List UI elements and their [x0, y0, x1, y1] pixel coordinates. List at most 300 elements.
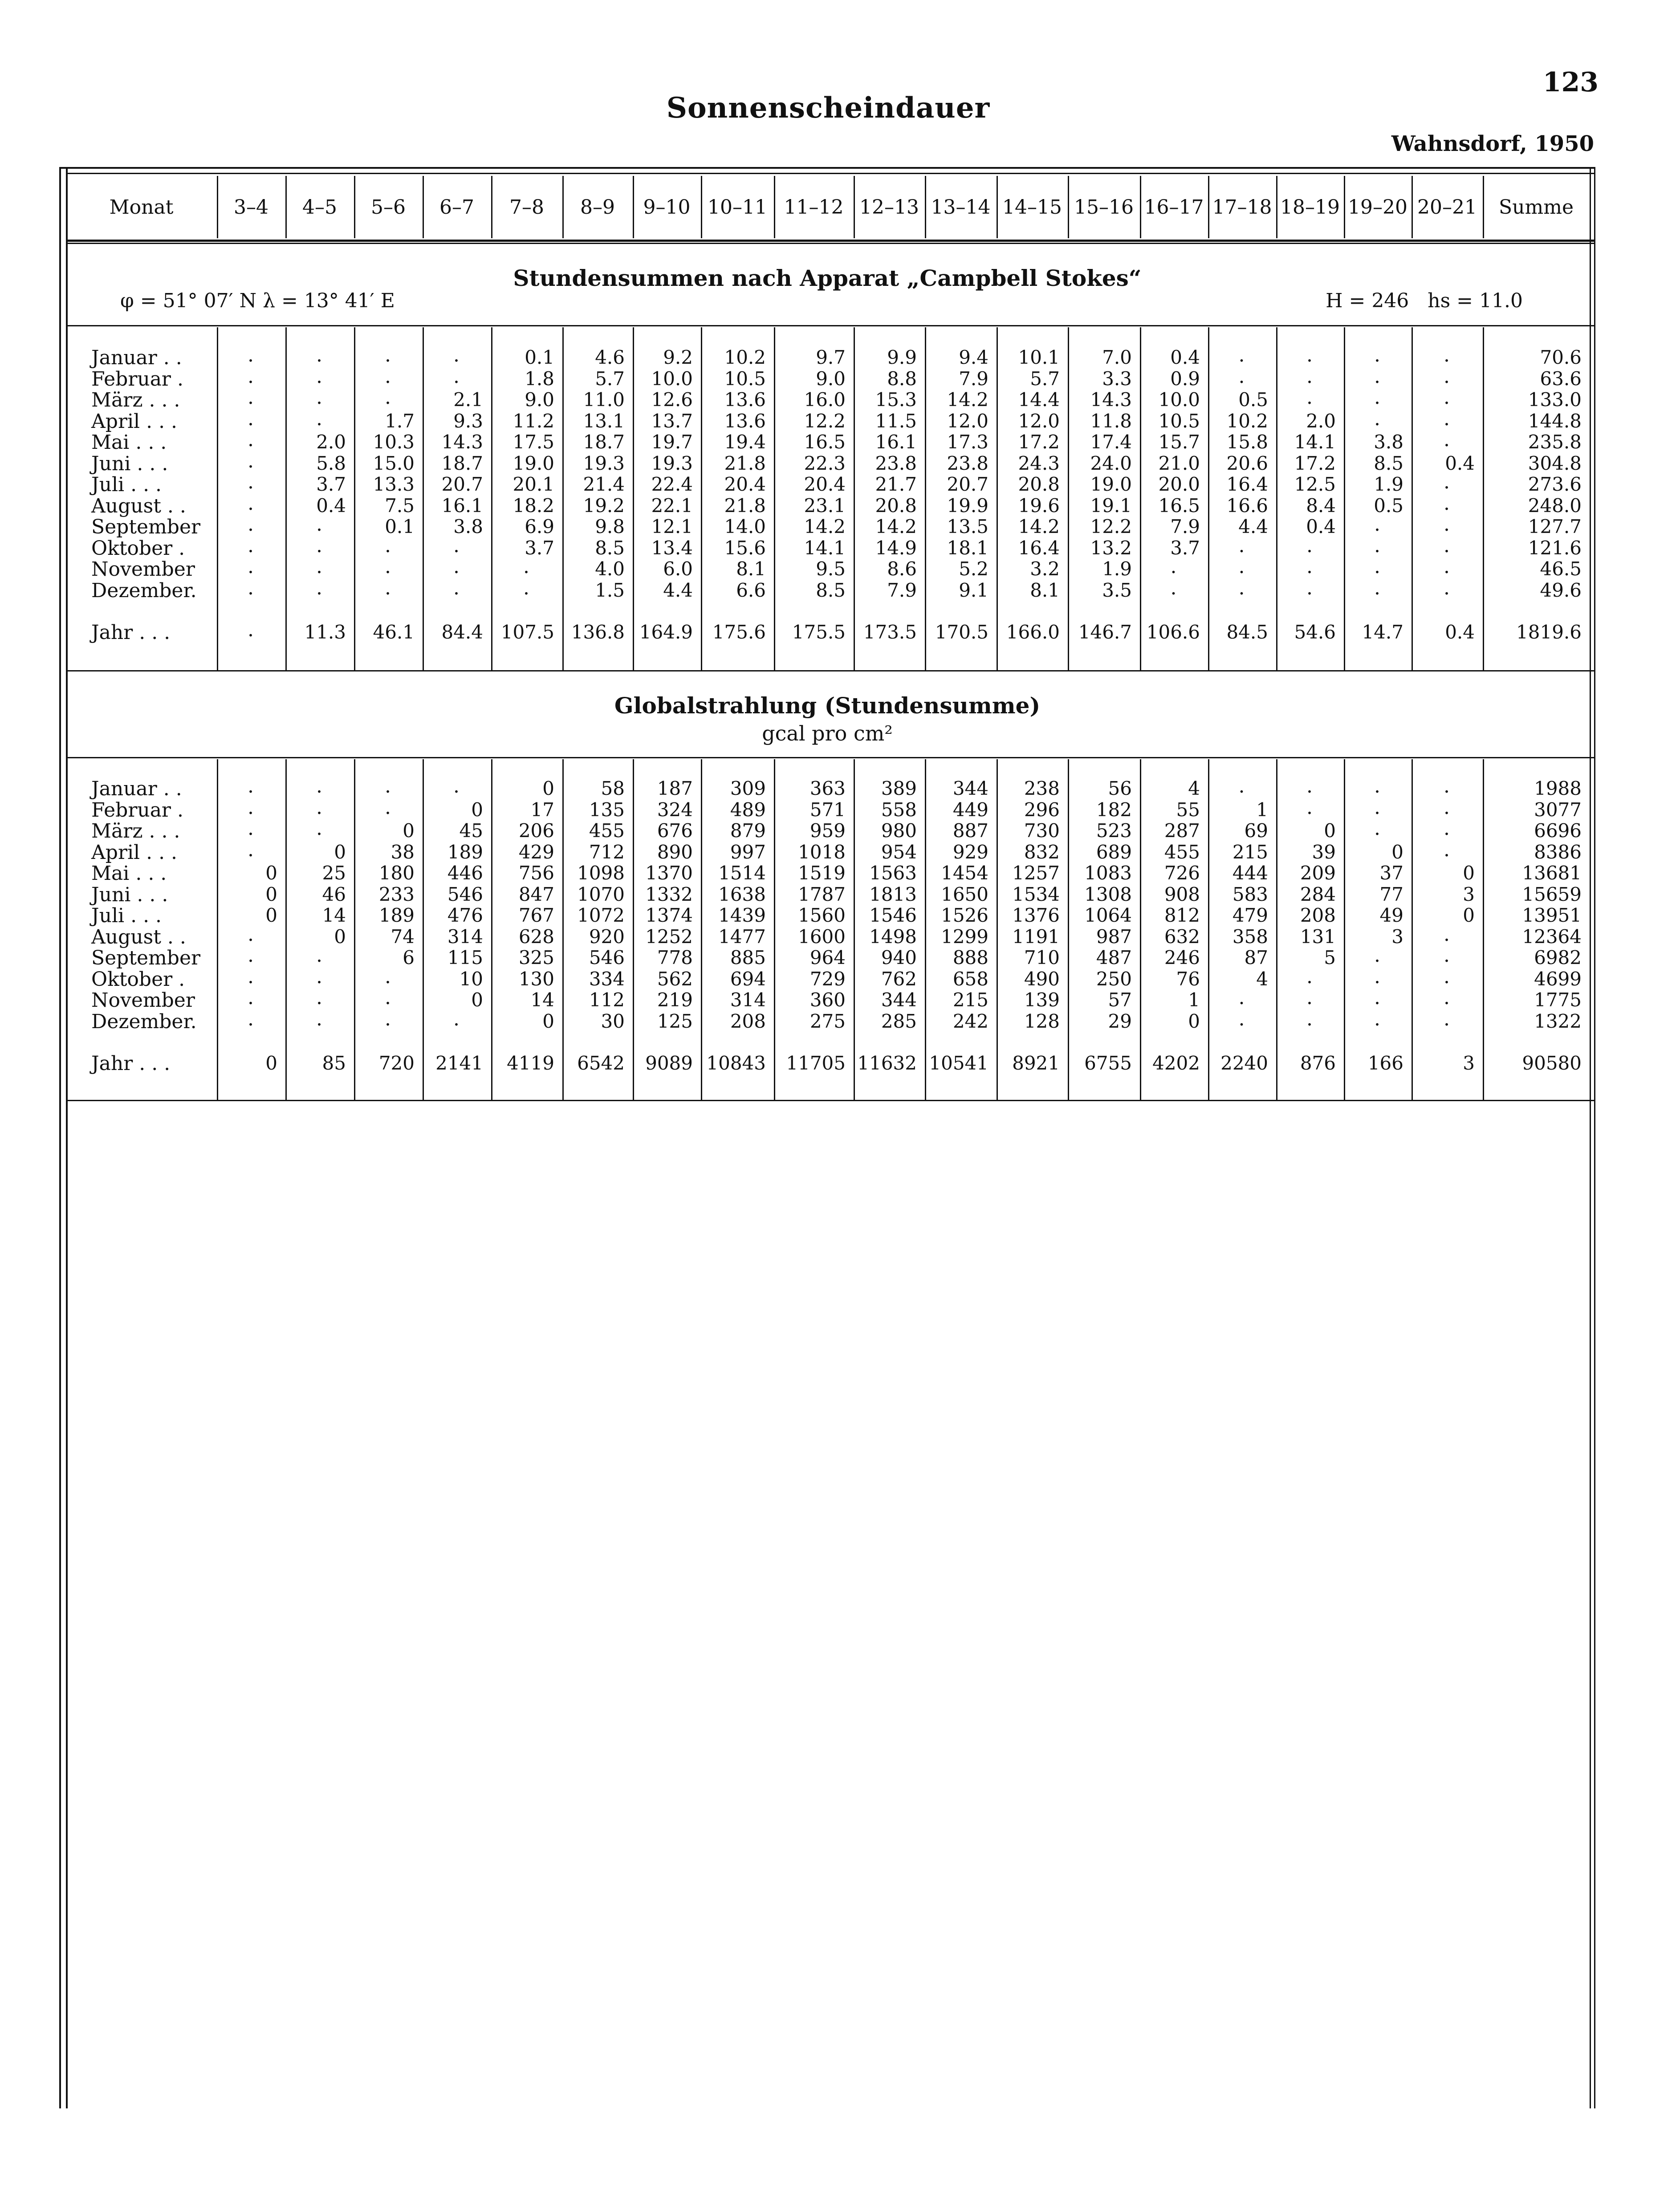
value-cell: 9.4: [959, 346, 988, 368]
value-cell: 1.5: [595, 579, 625, 601]
value-cell: 449: [952, 798, 988, 821]
value-cell: 37: [1379, 862, 1403, 884]
value-cell: 756: [518, 862, 554, 884]
row-label: Dezember.: [91, 579, 197, 602]
value-cell: 21.4: [583, 473, 625, 495]
value-cell: 2.0: [316, 431, 346, 453]
value-cell: 479: [1232, 904, 1268, 926]
value-cell: 69: [1244, 820, 1268, 842]
sum-cell: 6982: [1534, 947, 1582, 968]
value-cell: 115: [447, 947, 483, 968]
page-number: 123: [1542, 67, 1599, 98]
value-cell: 885: [730, 947, 766, 968]
value-cell: 14.3: [1090, 389, 1132, 411]
value-cell: 74: [391, 925, 415, 948]
empty-cell: .: [1444, 923, 1450, 946]
value-cell: 908: [1164, 883, 1200, 905]
empty-cell: .: [316, 386, 322, 409]
value-cell: 8.1: [1030, 579, 1060, 601]
value-cell: 146.7: [1078, 621, 1132, 643]
row-label: September: [91, 516, 201, 538]
value-cell: 1: [1256, 798, 1268, 821]
empty-cell: .: [316, 555, 322, 578]
section2-title: Globalstrahlung (Stundensumme): [614, 692, 1041, 719]
value-cell: 130: [518, 968, 554, 990]
value-cell: 77: [1379, 883, 1403, 905]
value-cell: 16.1: [875, 431, 917, 453]
row-label: Juli . . .: [91, 473, 162, 496]
header-hour-3: 5–6: [371, 195, 406, 219]
value-cell: 562: [657, 968, 693, 990]
value-cell: 125: [657, 1010, 693, 1032]
empty-cell: .: [1374, 365, 1380, 388]
header-hour-8: 10–11: [708, 195, 767, 219]
empty-cell: .: [1374, 986, 1380, 1009]
value-cell: 3: [1391, 925, 1403, 948]
empty-cell: .: [1238, 775, 1245, 797]
value-cell: 20.4: [724, 473, 766, 495]
row-label: September: [91, 947, 201, 969]
row-label: November: [91, 989, 195, 1012]
sum-cell: 63.6: [1540, 367, 1582, 390]
value-cell: 546: [589, 947, 625, 968]
value-cell: 206: [518, 820, 554, 842]
empty-cell: .: [1444, 838, 1450, 861]
value-cell: 2240: [1220, 1052, 1268, 1074]
value-cell: 1370: [645, 862, 693, 884]
empty-cell: .: [248, 492, 254, 515]
empty-cell: .: [248, 986, 254, 1009]
value-cell: 296: [1024, 798, 1060, 821]
value-cell: 16.0: [804, 389, 846, 411]
value-cell: 314: [447, 925, 483, 948]
empty-cell: .: [1374, 965, 1380, 988]
value-cell: 879: [730, 820, 766, 842]
value-cell: 22.1: [651, 494, 693, 517]
empty-cell: .: [523, 576, 529, 599]
row-label: August . .: [91, 925, 186, 948]
value-cell: 9089: [645, 1052, 693, 1074]
value-cell: 12.1: [651, 516, 693, 537]
value-cell: 10843: [706, 1052, 766, 1074]
value-cell: 446: [447, 862, 483, 884]
empty-cell: .: [316, 775, 322, 797]
value-cell: 10.1: [1018, 346, 1060, 368]
value-cell: 19.7: [651, 431, 693, 453]
value-cell: 10: [459, 968, 483, 990]
value-cell: 14.1: [804, 537, 846, 559]
empty-cell: .: [385, 986, 391, 1009]
value-cell: 287: [1164, 820, 1200, 842]
value-cell: 173.5: [863, 621, 917, 643]
header-hour-12: 14–15: [1002, 195, 1062, 219]
value-cell: 694: [730, 968, 766, 990]
empty-cell: .: [453, 775, 460, 797]
empty-cell: .: [248, 344, 254, 366]
value-cell: 8.6: [887, 558, 917, 580]
sum-cell: 12364: [1522, 925, 1582, 948]
value-cell: 30: [601, 1010, 625, 1032]
empty-cell: .: [248, 428, 254, 451]
value-cell: 112: [589, 989, 625, 1011]
value-cell: 20.7: [947, 473, 988, 495]
header-hour-16: 18–19: [1280, 195, 1340, 219]
empty-cell: .: [1306, 965, 1313, 988]
value-cell: 3.8: [1374, 431, 1403, 453]
empty-cell: .: [385, 965, 391, 988]
value-cell: 344: [952, 777, 988, 799]
value-cell: 56: [1108, 777, 1132, 799]
value-cell: 546: [447, 883, 483, 905]
empty-cell: .: [316, 513, 322, 536]
value-cell: 1018: [798, 841, 846, 863]
value-cell: 15.6: [724, 537, 766, 559]
empty-cell: .: [1374, 407, 1380, 430]
value-cell: 0: [334, 925, 346, 948]
value-cell: 16.5: [804, 431, 846, 453]
value-cell: 38: [391, 841, 415, 863]
value-cell: 888: [952, 947, 988, 968]
value-cell: 1563: [869, 862, 917, 884]
value-cell: 1560: [798, 904, 846, 926]
value-cell: 10.0: [1158, 389, 1200, 411]
value-cell: 812: [1164, 904, 1200, 926]
value-cell: 4: [1188, 777, 1200, 799]
value-cell: 14.0: [724, 516, 766, 537]
value-cell: 215: [952, 989, 988, 1011]
empty-cell: .: [1238, 986, 1245, 1009]
empty-cell: .: [248, 449, 254, 472]
sum-cell: 304.8: [1528, 452, 1582, 474]
empty-cell: .: [1444, 428, 1450, 451]
empty-cell: .: [385, 365, 391, 388]
value-cell: 334: [589, 968, 625, 990]
value-cell: 170.5: [935, 621, 988, 643]
empty-cell: .: [1306, 775, 1313, 797]
value-cell: 0: [1391, 841, 1403, 863]
value-cell: 7.9: [959, 367, 988, 390]
value-cell: 455: [1164, 841, 1200, 863]
value-cell: 182: [1096, 798, 1132, 821]
value-cell: 166.0: [1006, 621, 1060, 643]
empty-cell: .: [1306, 986, 1313, 1009]
value-cell: 20.8: [1018, 473, 1060, 495]
value-cell: 22.4: [651, 473, 693, 495]
value-cell: 13.4: [651, 537, 693, 559]
value-cell: 628: [518, 925, 554, 948]
value-cell: 15.0: [373, 452, 415, 474]
value-cell: 0: [1188, 1010, 1200, 1032]
value-cell: 11705: [786, 1052, 846, 1074]
value-cell: 9.7: [816, 346, 846, 368]
value-cell: 13.1: [583, 410, 625, 432]
sum-cell: 273.6: [1528, 473, 1582, 495]
empty-cell: .: [1444, 1007, 1450, 1030]
sum-cell: 13951: [1522, 904, 1582, 926]
value-cell: 980: [881, 820, 917, 842]
value-cell: 8.1: [736, 558, 766, 580]
value-cell: 12.0: [947, 410, 988, 432]
value-cell: 14.2: [947, 389, 988, 411]
value-cell: 17.3: [947, 431, 988, 453]
value-cell: 444: [1232, 862, 1268, 884]
value-cell: 13.6: [724, 389, 766, 411]
value-cell: 19.3: [583, 452, 625, 474]
station-height: H = 246 hs = 11.0: [1326, 289, 1523, 312]
value-cell: 1257: [1012, 862, 1060, 884]
empty-cell: .: [316, 986, 322, 1009]
empty-cell: .: [1444, 817, 1450, 840]
value-cell: 1191: [1012, 925, 1060, 948]
empty-cell: .: [248, 944, 254, 967]
value-cell: 389: [881, 777, 917, 799]
sum-cell: 49.6: [1540, 579, 1582, 601]
value-cell: 284: [1300, 883, 1336, 905]
value-cell: 189: [378, 904, 415, 926]
empty-cell: .: [248, 576, 254, 599]
value-cell: 166: [1367, 1052, 1403, 1074]
value-cell: 14.7: [1362, 621, 1403, 643]
value-cell: 14.4: [1018, 389, 1060, 411]
value-cell: 4.4: [1238, 516, 1268, 537]
value-cell: 1308: [1084, 883, 1132, 905]
empty-cell: .: [385, 534, 391, 557]
empty-cell: .: [1306, 796, 1313, 819]
sum-cell: 70.6: [1540, 346, 1582, 368]
value-cell: 14.2: [804, 516, 846, 537]
value-cell: 712: [589, 841, 625, 863]
empty-cell: .: [316, 344, 322, 366]
value-cell: 22.3: [804, 452, 846, 474]
empty-cell: .: [316, 817, 322, 840]
empty-cell: .: [1444, 386, 1450, 409]
row-label: April . . .: [91, 410, 178, 433]
value-cell: 309: [730, 777, 766, 799]
empty-cell: .: [248, 838, 254, 861]
value-cell: 14.3: [441, 431, 483, 453]
value-cell: 14.1: [1294, 431, 1336, 453]
value-cell: 23.1: [804, 494, 846, 517]
value-cell: 17.5: [513, 431, 554, 453]
row-label: Februar .: [91, 367, 183, 391]
value-cell: 180: [378, 862, 415, 884]
value-cell: 954: [881, 841, 917, 863]
value-cell: 832: [1024, 841, 1060, 863]
value-cell: 1.9: [1102, 558, 1132, 580]
value-cell: 7.9: [887, 579, 917, 601]
empty-cell: .: [1444, 775, 1450, 797]
value-cell: 1070: [577, 883, 625, 905]
value-cell: 5.7: [1030, 367, 1060, 390]
value-cell: 0: [265, 1052, 277, 1074]
value-cell: 0.1: [525, 346, 554, 368]
value-cell: 208: [730, 1010, 766, 1032]
empty-cell: .: [1444, 965, 1450, 988]
value-cell: 1.9: [1374, 473, 1403, 495]
value-cell: 964: [809, 947, 846, 968]
empty-cell: .: [1374, 534, 1380, 557]
value-cell: 13.5: [947, 516, 988, 537]
value-cell: 847: [518, 883, 554, 905]
value-cell: 314: [730, 989, 766, 1011]
empty-cell: .: [316, 1007, 322, 1030]
empty-cell: .: [523, 555, 529, 578]
value-cell: 876: [1300, 1052, 1336, 1074]
value-cell: 959: [809, 820, 846, 842]
value-cell: 9.3: [453, 410, 483, 432]
value-cell: 778: [657, 947, 693, 968]
value-cell: 11.3: [304, 621, 346, 643]
value-cell: 3: [1463, 883, 1475, 905]
header-hour-13: 15–16: [1074, 195, 1134, 219]
sum-cell: 127.7: [1528, 516, 1582, 537]
value-cell: 729: [809, 968, 846, 990]
row-label: April . . .: [91, 841, 178, 864]
row-label: August . .: [91, 494, 186, 517]
value-cell: 658: [952, 968, 988, 990]
sum-cell: 1988: [1534, 777, 1582, 799]
header-hour-2: 4–5: [302, 195, 337, 219]
value-cell: 0: [265, 904, 277, 926]
value-cell: 987: [1096, 925, 1132, 948]
empty-cell: .: [385, 796, 391, 819]
value-cell: 360: [809, 989, 846, 1011]
empty-cell: .: [248, 923, 254, 946]
value-cell: 17.4: [1090, 431, 1132, 453]
empty-cell: .: [1444, 944, 1450, 967]
empty-cell: .: [1374, 775, 1380, 797]
sum-cell: 1775: [1534, 989, 1582, 1011]
value-cell: 571: [809, 798, 846, 821]
empty-cell: .: [1374, 386, 1380, 409]
value-cell: 1376: [1012, 904, 1060, 926]
row-label: Oktober .: [91, 968, 185, 991]
value-cell: 49: [1379, 904, 1403, 926]
header-sum: Summe: [1499, 195, 1574, 219]
empty-cell: .: [385, 775, 391, 797]
empty-cell: .: [316, 944, 322, 967]
empty-cell: .: [1374, 1007, 1380, 1030]
value-cell: 19.1: [1090, 494, 1132, 517]
empty-cell: .: [248, 471, 254, 493]
value-cell: 689: [1096, 841, 1132, 863]
value-cell: 2.1: [453, 389, 483, 411]
value-cell: 1083: [1084, 862, 1132, 884]
value-cell: 7.0: [1102, 346, 1132, 368]
value-cell: 0: [265, 883, 277, 905]
value-cell: 39: [1312, 841, 1336, 863]
value-cell: 4: [1256, 968, 1268, 990]
value-cell: 16.4: [1226, 473, 1268, 495]
value-cell: 325: [518, 947, 554, 968]
empty-cell: .: [316, 965, 322, 988]
value-cell: 1519: [798, 862, 846, 884]
row-label: Februar .: [91, 798, 183, 822]
value-cell: 19.3: [651, 452, 693, 474]
value-cell: 11.5: [875, 410, 917, 432]
value-cell: 14.2: [875, 516, 917, 537]
value-cell: 730: [1024, 820, 1060, 842]
header-hour-1: 3–4: [234, 195, 268, 219]
value-cell: 12.5: [1294, 473, 1336, 495]
value-cell: 0: [542, 777, 554, 799]
value-cell: 10541: [929, 1052, 988, 1074]
empty-cell: .: [453, 576, 460, 599]
value-cell: 455: [589, 820, 625, 842]
value-cell: 489: [730, 798, 766, 821]
value-cell: 3.8: [453, 516, 483, 537]
empty-cell: .: [1306, 1007, 1313, 1030]
sum-cell: 46.5: [1540, 558, 1582, 580]
value-cell: 0: [1324, 820, 1336, 842]
header-hour-9: 11–12: [784, 195, 844, 219]
station-label: Wahnsdorf, 1950: [1391, 131, 1594, 156]
value-cell: 16.1: [441, 494, 483, 517]
value-cell: 10.2: [724, 346, 766, 368]
value-cell: 9.2: [663, 346, 693, 368]
value-cell: 128: [1024, 1010, 1060, 1032]
value-cell: 3.3: [1102, 367, 1132, 390]
value-cell: 84.5: [1226, 621, 1268, 643]
value-cell: 1098: [577, 862, 625, 884]
value-cell: 997: [730, 841, 766, 863]
value-cell: 929: [952, 841, 988, 863]
value-cell: 164.9: [639, 621, 693, 643]
value-cell: 14.9: [875, 537, 917, 559]
value-cell: 15.7: [1158, 431, 1200, 453]
empty-cell: .: [1306, 386, 1313, 409]
empty-cell: .: [453, 534, 460, 557]
empty-cell: .: [248, 513, 254, 536]
header-hour-6: 8–9: [580, 195, 615, 219]
empty-cell: .: [248, 817, 254, 840]
value-cell: 189: [447, 841, 483, 863]
empty-cell: .: [1374, 944, 1380, 967]
value-cell: 12.6: [651, 389, 693, 411]
value-cell: 13.3: [373, 473, 415, 495]
value-cell: 1252: [645, 925, 693, 948]
value-cell: 1514: [718, 862, 766, 884]
value-cell: 1600: [798, 925, 846, 948]
empty-cell: .: [1170, 555, 1177, 578]
empty-cell: .: [385, 576, 391, 599]
value-cell: 19.2: [583, 494, 625, 517]
value-cell: 1.8: [525, 367, 554, 390]
header-month: Monat: [109, 195, 174, 219]
empty-cell: .: [1444, 534, 1450, 557]
empty-cell: .: [1444, 407, 1450, 430]
value-cell: 242: [952, 1010, 988, 1032]
header-hour-10: 12–13: [859, 195, 919, 219]
value-cell: 1332: [645, 883, 693, 905]
value-cell: 76: [1176, 968, 1200, 990]
empty-cell: .: [316, 407, 322, 430]
value-cell: 87: [1244, 947, 1268, 968]
row-label: Januar . .: [91, 777, 182, 800]
value-cell: 29: [1108, 1010, 1132, 1032]
empty-cell: .: [1306, 576, 1313, 599]
empty-cell: .: [1444, 492, 1450, 515]
value-cell: 324: [657, 798, 693, 821]
value-cell: 106.6: [1146, 621, 1200, 643]
value-cell: 20.4: [804, 473, 846, 495]
value-cell: 85: [322, 1052, 346, 1074]
empty-cell: .: [1306, 534, 1313, 557]
value-cell: 6: [403, 947, 415, 968]
empty-cell: .: [248, 534, 254, 557]
value-cell: 238: [1024, 777, 1060, 799]
value-cell: 17.2: [1294, 452, 1336, 474]
